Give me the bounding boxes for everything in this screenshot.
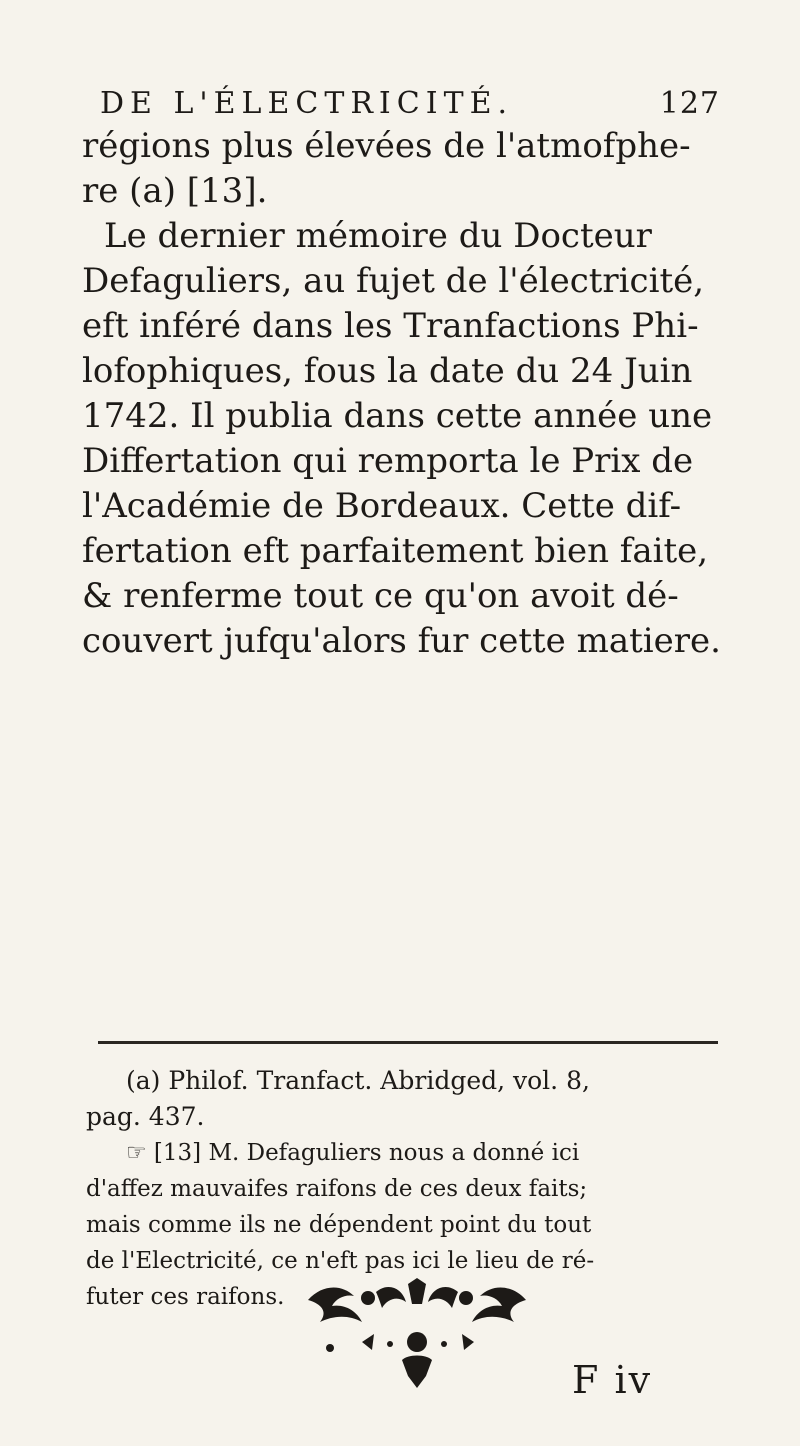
printer-ornament [302,1278,532,1390]
footnote-line: futer ces raifons. [86,1284,285,1310]
text-line: régions plus élevées de l'atmofphe- [82,126,691,166]
footnote-line: de l'Electricité, ce n'eft pas ici le lieu de ré- [86,1248,595,1274]
footnote-line: mais comme ils ne dépendent point du tout [86,1212,592,1238]
footnote-line: pag. 437. [86,1102,205,1131]
text-line: & renferme tout ce qu'on avoit dé- [82,576,679,616]
main-text [82,124,742,664]
running-head [100,86,720,121]
text-line: lofophiques, fous la date du 24 Juin [82,351,693,391]
text-line: 1742. Il publia dans cette année une [82,396,713,436]
text-line: Defaguliers, au fujet de l'électricité, [82,261,705,301]
text-line: couvert jufqu'alors fur cette matiere. [82,621,721,661]
footnote-divider [98,1041,718,1044]
signature-mark: F iv [572,1358,653,1402]
text-line: Le dernier mémoire du Docteur [104,216,652,256]
footnote-line: d'affez mauvaifes raifons de ces deux faits; [86,1176,588,1202]
text-line: Differtation qui remporta le Prix de [82,441,694,481]
text-line: fertation eft parfaitement bien faite, [82,531,709,571]
text-line: eft inféré dans les Tranfactions Phi- [82,306,699,346]
text-line: l'Académie de Bordeaux. Cette dif- [82,486,682,526]
footnote-line: (a) Philof. Tranfact. Abridged, vol. 8, [126,1066,590,1095]
footnote-line: ☞ [13] M. Defaguliers nous a donné ici [126,1140,580,1166]
page-number: 127 [659,86,720,121]
text-line: re (a) [13]. [82,171,268,211]
running-head-title: DE L'ÉLECTRICITÉ. [100,86,514,121]
